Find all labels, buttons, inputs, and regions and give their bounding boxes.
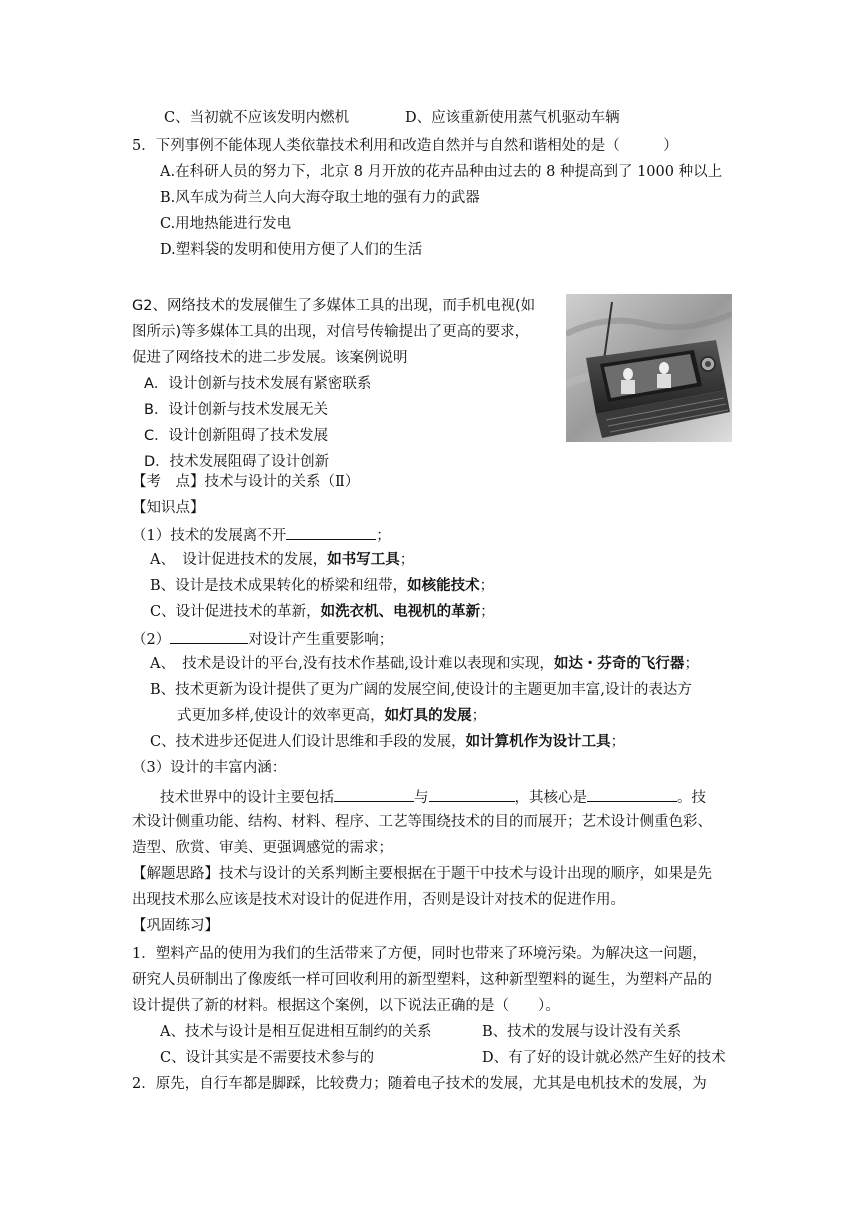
part1-c-end: ； — [480, 604, 495, 620]
jieti-line1: 【解题思路】技术与设计的关系判断主要根据在于题干中技术与设计出现的顺序，如果是先 — [132, 866, 712, 882]
part2-heading — [132, 628, 393, 650]
part1-heading-text: （1）技术的发展离不开 — [132, 528, 287, 544]
part2-a-example: 如达・芬奇的飞行器 — [553, 656, 685, 672]
part1-heading-end: ； — [376, 528, 391, 544]
part2-a-text: A、 技术是设计的平台,没有技术作基础,设计难以表现和实现， — [150, 656, 554, 672]
fill-blank-5[interactable] — [587, 786, 677, 802]
zhishidian-heading: 【知识点】 — [132, 500, 205, 516]
part1-a-example: 如书写工具 — [327, 552, 400, 568]
ex2-line1: 2．原先，自行车都是脚踩，比较费力；随着电子技术的发展，尤其是电机技术的发展，为 — [132, 1076, 707, 1092]
ex1-line2: 研究人员研制出了像废纸一样可回收利用的新型塑料，这种新型塑料的诞生，为塑料产品的 — [132, 972, 712, 988]
g2-stem-line2: 图所示)等多媒体工具的出现，对信号传输提出了更高的要求， — [132, 324, 530, 340]
q4-option-c: C、当初就不应该发明内燃机 — [164, 110, 350, 126]
q5-option-c: C.用地热能进行发电 — [160, 216, 292, 232]
g2-stem-line3: 促进了网络技术的进二步发展。该案例说明 — [132, 350, 408, 366]
part3-line2: 术设计侧重功能、结构、材料、程序、工艺等围绕技术的目的而展开；艺术设计侧重色彩、 — [132, 814, 712, 830]
q4-option-d: D、应该重新使用蒸气机驱动车辆 — [405, 110, 620, 126]
part2-c-example: 如计算机作为设计工具 — [465, 734, 611, 750]
ex1-option-a: A、技术与设计是相互促进相互制约的关系 — [160, 1024, 432, 1040]
jieti-line2: 出现技术那么应该是技术对设计的促进作用，否则是设计对技术的促进作用。 — [132, 892, 625, 908]
part1-b-end: ； — [479, 578, 495, 594]
q5-option-b: B.风车成为荷兰人向大海夺取土地的强有力的武器 — [160, 190, 480, 206]
fill-blank-2[interactable] — [170, 628, 248, 644]
part2-item-c — [150, 732, 625, 752]
fill-blank-3[interactable] — [334, 786, 414, 802]
g2-option-b: B．设计创新与技术发展无关 — [144, 402, 328, 418]
part2-item-a — [150, 654, 699, 674]
part2-b-example: 如灯具的发展 — [384, 708, 472, 724]
part2-c-end: ； — [610, 734, 626, 750]
part2-item-b-line2 — [177, 706, 486, 726]
part1-a-end: ； — [399, 552, 415, 568]
part3-l1-c: ，其核心是 — [514, 790, 587, 806]
part1-a-text: A、 设计促进技术的发展， — [150, 552, 328, 568]
part2-b-end: ； — [471, 708, 487, 724]
part3-line1 — [160, 786, 706, 808]
part3-l1-d: 。技 — [677, 790, 706, 806]
part3-line3: 造型、欣赏、审美、更强调感觉的需求； — [132, 840, 393, 856]
ex1-line3: 设计提供了新的材料。根据这个案例，以下说法正确的是（ ）。 — [132, 998, 560, 1014]
part3-l1-b: 与 — [414, 790, 429, 806]
ex1-option-d: D、有了好的设计就必然产生好的技术 — [482, 1050, 726, 1066]
part1-c-text: C、设计促进技术的革新， — [150, 604, 321, 620]
kaodian-heading: 【考 点】技术与设计的关系（Ⅱ） — [132, 474, 360, 490]
part2-a-end: ； — [684, 656, 699, 672]
part1-item-a — [150, 550, 414, 570]
part2-b-text: 式更加多样,使设计的效率更高， — [177, 708, 385, 724]
ex1-line1: 1．塑料产品的使用为我们的生活带来了方便，同时也带来了环境污染。为解决这一问题， — [132, 946, 707, 962]
q5-stem: 5．下列事例不能体现人类依靠技术利用和改造自然并与自然和谐相处的是（ ） — [132, 138, 678, 154]
g2-option-a: A．设计创新与技术发展有紧密联系 — [144, 376, 372, 392]
part1-c-example: 如洗衣机、电视机的革新 — [320, 604, 481, 620]
g2-option-c: C．设计创新阻碍了技术发展 — [144, 428, 329, 444]
part2-item-b-line1: B、技术更新为设计提供了更为广阔的发展空间,使设计的主题更加丰富,设计的表达方 — [150, 682, 692, 698]
gonggu-heading: 【巩固练习】 — [132, 918, 219, 934]
ex1-option-c: C、设计其实是不需要技术参与的 — [160, 1050, 375, 1066]
part1-b-text: B、设计是技术成果转化的桥梁和纽带， — [150, 578, 408, 594]
mobile-tv-photo — [566, 294, 732, 442]
q5-option-a: A.在科研人员的努力下，北京 8 月开放的花卉品种由过去的 8 种提高到了 1000 种以上 — [160, 164, 723, 180]
part1-heading — [132, 524, 391, 546]
g2-stem-line1: G2、网络技术的发展催生了多媒体工具的出现，而手机电视(如 — [132, 298, 536, 314]
part1-b-example: 如核能技术 — [407, 578, 480, 594]
part2-heading-text: （2） — [132, 632, 171, 648]
ex1-option-b: B、技术的发展与设计没有关系 — [482, 1024, 682, 1040]
fill-blank-4[interactable] — [429, 786, 515, 802]
q5-option-d: D.塑料袋的发明和使用方便了人们的生活 — [160, 242, 423, 258]
g2-option-d: D．技术发展阻碍了设计创新 — [144, 454, 330, 470]
part2-c-text: C、技术进步还促进人们设计思维和手段的发展， — [150, 734, 466, 750]
mobile-tv-illustration — [566, 294, 732, 442]
part3-l1-a: 技术世界中的设计主要包括 — [160, 790, 334, 806]
part2-heading-end: 对设计产生重要影响； — [248, 632, 394, 648]
part3-heading: （3）设计的丰富内涵： — [132, 760, 287, 776]
fill-blank-1[interactable] — [286, 524, 376, 540]
part1-item-c — [150, 602, 495, 622]
part1-item-b — [150, 576, 494, 596]
